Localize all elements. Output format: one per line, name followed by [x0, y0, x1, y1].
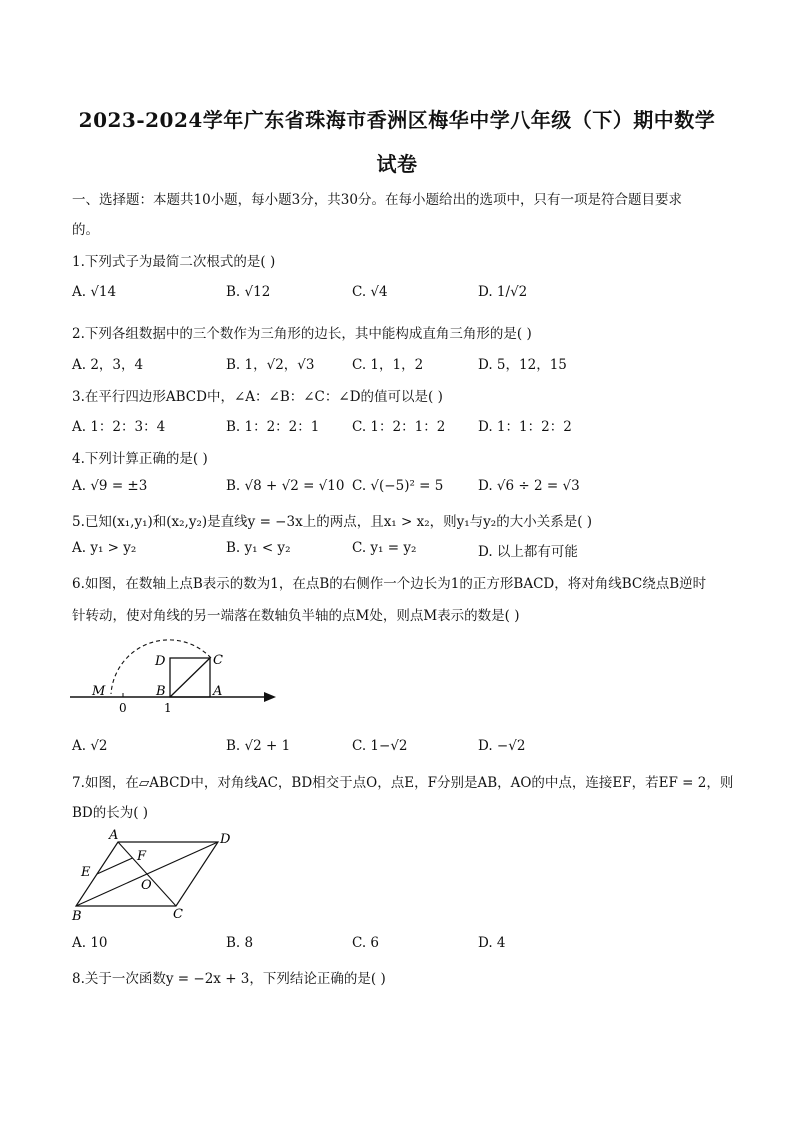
q1-option-c: C. √4	[352, 284, 388, 300]
q3-option-d: D. 1：1：2：2	[478, 419, 572, 435]
q1-option-d: D. 1/√2	[478, 284, 528, 300]
q7-stem-line1: 7.如图，在▱ABCD中，对角线AC，BD相交于点O，点E，F分别是AB，AO的中点，连接EF，若EF = 2，则	[72, 775, 734, 791]
q7-label-e: E	[81, 865, 91, 880]
q7-option-c: C. 6	[352, 935, 380, 951]
q4-option-a: A. √9 = ±3	[72, 478, 148, 494]
q4-option-b: B. √8 + √2 = √10	[226, 478, 345, 494]
q4-option-c: C. √(−5)² = 5	[352, 478, 444, 494]
q4-stem: 4.下列计算正确的是( )	[72, 451, 208, 467]
q5-option-b: B. y₁ < y₂	[226, 540, 291, 556]
q3-option-b: B. 1：2：2：1	[226, 419, 320, 435]
q3-option-a: A. 1：2：3：4	[72, 419, 166, 435]
title-line2: 试卷	[376, 152, 418, 176]
q7-option-b: B. 8	[226, 935, 254, 951]
q2-option-b: B. 1，√2，√3	[226, 357, 315, 373]
q8-stem: 8.关于一次函数y = −2x + 3，下列结论正确的是( )	[72, 971, 386, 987]
q6-label-m: M	[92, 684, 106, 699]
q1-stem: 1.下列式子为最简二次根式的是( )	[72, 254, 276, 270]
q6-option-b: B. √2 + 1	[226, 738, 291, 754]
q6-label-b: B	[156, 684, 166, 699]
q7-option-d: D. 4	[478, 935, 506, 951]
q5-stem: 5.已知(x₁,y₁)和(x₂,y₂)是直线y = −3x上的两点，且x₁ > x₂，则y₁与y₂的大小关系是( )	[72, 514, 593, 530]
q5-option-d: D. 以上都有可能	[478, 544, 578, 560]
q7-label-b: B	[72, 909, 82, 922]
q6-option-c: C. 1−√2	[352, 738, 408, 754]
q6-label-one: 1	[164, 701, 172, 715]
q7-parallelogram-figure	[66, 826, 246, 922]
q6-number-line-figure	[66, 636, 286, 718]
q5-option-c: C. y₁ = y₂	[352, 540, 417, 556]
q2-option-d: D. 5，12，15	[478, 357, 567, 373]
q7-label-c: C	[173, 907, 183, 922]
q2-option-c: C. 1，1，2	[352, 357, 424, 373]
q7-option-a: A. 10	[72, 935, 108, 951]
q6-label-a: A	[213, 684, 223, 699]
q7-label-a: A	[109, 828, 119, 843]
section1-header-line2: 的。	[72, 222, 99, 238]
q6-axis-arrow	[264, 692, 276, 702]
q2-option-a: A. 2，3，4	[72, 357, 144, 373]
section1-header-line1: 一、选择题：本题共10小题，每小题3分，共30分。在每小题给出的选项中，只有一项是符合题目要求	[72, 192, 682, 208]
q6-label-d: D	[155, 654, 166, 669]
q6-label-c: C	[213, 653, 223, 668]
q6-option-a: A. √2	[72, 738, 108, 754]
q3-option-c: C. 1：2：1：2	[352, 419, 446, 435]
q5-option-a: A. y₁ > y₂	[72, 540, 137, 556]
title-line1: 2023-2024学年广东省珠海市香洲区梅华中学八年级（下）期中数学	[78, 108, 716, 132]
q7-label-o: O	[141, 878, 152, 893]
q7-label-d: D	[220, 832, 231, 847]
q6-option-d: D. −√2	[478, 738, 526, 754]
q6-stem-line2: 针转动，使对角线的另一端落在数轴负半轴的点M处，则点M表示的数是( )	[72, 608, 520, 624]
q1-option-b: B. √12	[226, 284, 271, 300]
q7-stem-line2: BD的长为( )	[72, 805, 149, 821]
q2-stem: 2.下列各组数据中的三个数作为三角形的边长，其中能构成直角三角形的是( )	[72, 326, 532, 342]
q6-diagonal-bc	[170, 658, 210, 697]
q1-option-a: A. √14	[72, 284, 117, 300]
q6-stem-line1: 6.如图，在数轴上点B表示的数为1，在点B的右侧作一个边长为1的正方形BACD，将对角线BC绕点B逆时	[72, 576, 707, 592]
q4-option-d: D. √6 ÷ 2 = √3	[478, 478, 580, 494]
q7-label-f: F	[137, 849, 147, 864]
q3-stem: 3.在平行四边形ABCD中，∠A：∠B：∠C：∠D的值可以是( )	[72, 389, 443, 405]
q6-label-zero: 0	[119, 701, 127, 715]
